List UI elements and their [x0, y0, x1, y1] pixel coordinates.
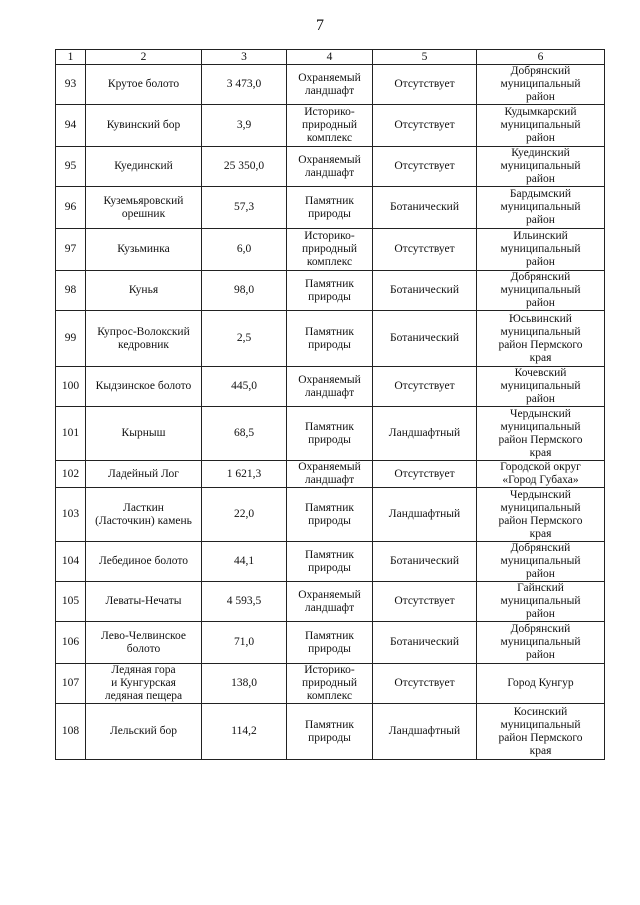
site-profile: Отсутствует: [373, 461, 477, 488]
row-number: 102: [56, 461, 86, 488]
row-number: 107: [56, 664, 86, 704]
table-row: [56, 407, 605, 461]
site-category: Памятник природы: [287, 488, 373, 542]
site-category: Историко- природный комплекс: [287, 105, 373, 147]
site-profile: Отсутствует: [373, 367, 477, 407]
area-ha: 138,0: [202, 664, 287, 704]
site-location: Городской округ «Город Губаха»: [477, 461, 605, 488]
area-ha: 445,0: [202, 367, 287, 407]
table-row: [56, 271, 605, 311]
site-location: Юсьвинский муниципальный район Пермского края: [477, 311, 605, 367]
site-name: Лево-Челвинское болото: [86, 622, 202, 664]
site-profile: Ботанический: [373, 542, 477, 582]
site-category: Памятник природы: [287, 271, 373, 311]
site-category: Памятник природы: [287, 622, 373, 664]
site-name: Лельский бор: [86, 704, 202, 760]
site-location: Добрянский муниципальный район: [477, 271, 605, 311]
site-category: Охраняемый ландшафт: [287, 582, 373, 622]
site-category: Памятник природы: [287, 407, 373, 461]
area-ha: 4 593,5: [202, 582, 287, 622]
area-ha: 71,0: [202, 622, 287, 664]
site-name: Ласткин (Ласточкин) камень: [86, 488, 202, 542]
site-location: Чердынский муниципальный район Пермского края: [477, 407, 605, 461]
site-category: Охраняемый ландшафт: [287, 65, 373, 105]
site-location: Добрянский муниципальный район: [477, 542, 605, 582]
table-row: [56, 311, 605, 367]
row-number: 100: [56, 367, 86, 407]
site-profile: Отсутствует: [373, 664, 477, 704]
page-number: 7: [316, 17, 324, 34]
table-row: [56, 582, 605, 622]
site-name: Леваты-Нечаты: [86, 582, 202, 622]
site-category: Охраняемый ландшафт: [287, 147, 373, 187]
column-number: 1: [56, 50, 86, 65]
site-category: Памятник природы: [287, 311, 373, 367]
site-category: Памятник природы: [287, 704, 373, 760]
site-name: Кузьминка: [86, 229, 202, 271]
area-ha: 25 350,0: [202, 147, 287, 187]
site-profile: Ботанический: [373, 187, 477, 229]
area-ha: 57,3: [202, 187, 287, 229]
row-number: 106: [56, 622, 86, 664]
table-row: [56, 105, 605, 147]
area-ha: 6,0: [202, 229, 287, 271]
row-number: 95: [56, 147, 86, 187]
site-profile: Ландшафтный: [373, 407, 477, 461]
column-number: 2: [86, 50, 202, 65]
site-name: Крутое болото: [86, 65, 202, 105]
site-profile: Отсутствует: [373, 229, 477, 271]
area-ha: 1 621,3: [202, 461, 287, 488]
site-name: Куединский: [86, 147, 202, 187]
row-number: 98: [56, 271, 86, 311]
site-category: Охраняемый ландшафт: [287, 367, 373, 407]
column-number-row: [56, 50, 605, 65]
area-ha: 3 473,0: [202, 65, 287, 105]
row-number: 96: [56, 187, 86, 229]
area-ha: 114,2: [202, 704, 287, 760]
row-number: 93: [56, 65, 86, 105]
row-number: 94: [56, 105, 86, 147]
site-location: Куединский муниципальный район: [477, 147, 605, 187]
site-name: Кувинский бор: [86, 105, 202, 147]
site-profile: Ботанический: [373, 271, 477, 311]
table-row: [56, 147, 605, 187]
site-name: Кыдзинское болото: [86, 367, 202, 407]
table-row: [56, 622, 605, 664]
site-profile: Ландшафтный: [373, 488, 477, 542]
site-name: Лебединое болото: [86, 542, 202, 582]
area-ha: 98,0: [202, 271, 287, 311]
table-row: [56, 488, 605, 542]
site-profile: Ботанический: [373, 622, 477, 664]
site-name: Ладейный Лог: [86, 461, 202, 488]
area-ha: 3,9: [202, 105, 287, 147]
site-location: Кудымкарский муниципальный район: [477, 105, 605, 147]
site-category: Историко- природный комплекс: [287, 664, 373, 704]
table-row: [56, 367, 605, 407]
row-number: 103: [56, 488, 86, 542]
table-row: [56, 65, 605, 105]
site-profile: Отсутствует: [373, 147, 477, 187]
table-row: [56, 664, 605, 704]
table-row: [56, 229, 605, 271]
table-row: [56, 187, 605, 229]
row-number: 108: [56, 704, 86, 760]
row-number: 101: [56, 407, 86, 461]
site-profile: Ботанический: [373, 311, 477, 367]
site-profile: Отсутствует: [373, 105, 477, 147]
site-location: Косинский муниципальный район Пермского края: [477, 704, 605, 760]
site-name: Кырныш: [86, 407, 202, 461]
site-location: Кочевский муниципальный район: [477, 367, 605, 407]
column-number: 4: [287, 50, 373, 65]
protected-areas-table: [55, 49, 605, 760]
site-name: Купрос-Волокский кедровник: [86, 311, 202, 367]
site-category: Памятник природы: [287, 187, 373, 229]
site-category: Историко- природный комплекс: [287, 229, 373, 271]
site-category: Охраняемый ландшафт: [287, 461, 373, 488]
site-name: Ледяная гора и Кунгурская ледяная пещера: [86, 664, 202, 704]
row-number: 99: [56, 311, 86, 367]
site-category: Памятник природы: [287, 542, 373, 582]
site-name: Куземьяровский орешник: [86, 187, 202, 229]
table-row: [56, 461, 605, 488]
site-location: Добрянский муниципальный район: [477, 622, 605, 664]
column-number: 6: [477, 50, 605, 65]
column-number: 5: [373, 50, 477, 65]
site-location: Чердынский муниципальный район Пермского края: [477, 488, 605, 542]
table-row: [56, 542, 605, 582]
area-ha: 22,0: [202, 488, 287, 542]
area-ha: 2,5: [202, 311, 287, 367]
site-location: Город Кунгур: [477, 664, 605, 704]
area-ha: 68,5: [202, 407, 287, 461]
site-name: Кунья: [86, 271, 202, 311]
site-location: Гайнский муниципальный район: [477, 582, 605, 622]
site-profile: Отсутствует: [373, 65, 477, 105]
area-ha: 44,1: [202, 542, 287, 582]
site-location: Добрянский муниципальный район: [477, 65, 605, 105]
site-location: Бардымский муниципальный район: [477, 187, 605, 229]
table-row: [56, 704, 605, 760]
row-number: 105: [56, 582, 86, 622]
row-number: 104: [56, 542, 86, 582]
site-location: Ильинский муниципальный район: [477, 229, 605, 271]
site-profile: Ландшафтный: [373, 704, 477, 760]
row-number: 97: [56, 229, 86, 271]
column-number: 3: [202, 50, 287, 65]
site-profile: Отсутствует: [373, 582, 477, 622]
